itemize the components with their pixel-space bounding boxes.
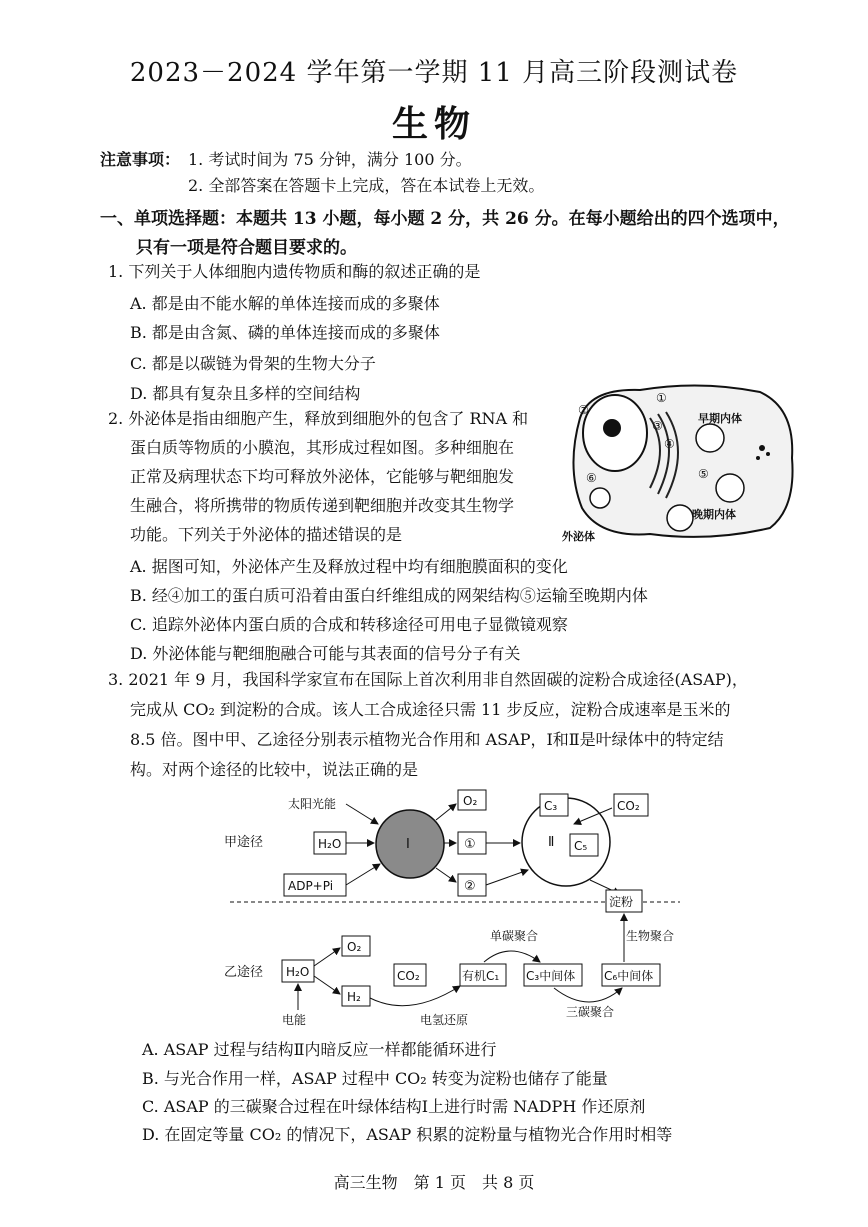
q1-stem: 1. 下列关于人体细胞内遗传物质和酶的叙述正确的是 <box>108 262 481 281</box>
pathway-yi-label: 乙途径 <box>224 965 264 980</box>
structure-ii-label: Ⅱ <box>548 835 555 850</box>
c3-label: C₃ <box>544 799 558 813</box>
co2-label-yi: CO₂ <box>397 969 420 983</box>
starch-label: 淀粉 <box>609 895 634 909</box>
late-endosome-label: 晚期内体 <box>692 508 736 521</box>
q2-stem-line3: 正常及病理状态下均可释放外泌体，它能够与靶细胞发 <box>130 467 515 486</box>
q3-stem-line4: 构。对两个途径的比较中，说法正确的是 <box>130 760 419 779</box>
o2-label-jia: O₂ <box>463 794 478 808</box>
q2-option-d: D. 外泌体能与靶细胞融合可能与其表面的信号分子有关 <box>130 644 521 663</box>
asap-pathway-diagram <box>210 780 690 1030</box>
adp-label: ADP+Pi <box>288 879 334 893</box>
section-heading-line1: 一、单项选择题：本题共 13 小题，每小题 2 分，共 26 分。在每小题给出的四个选项中， <box>100 209 790 229</box>
product-2-label: ② <box>464 879 476 894</box>
exosome-cell-figure <box>560 378 800 546</box>
q2-option-a: A. 据图可知，外泌体产生及释放过程中均有细胞膜面积的变化 <box>130 557 568 576</box>
structure-i-label: Ⅰ <box>406 837 410 852</box>
cell-num-5: ⑤ <box>698 467 709 481</box>
product-1-label: ① <box>464 837 476 852</box>
c5-label: C₅ <box>574 839 588 853</box>
q1-option-b: B. 都是由含氮、磷的单体连接而成的多聚体 <box>130 323 440 342</box>
q2-stem-line2: 蛋白质等物质的小膜泡，其形成过程如图。多种细胞在 <box>130 438 515 457</box>
power-label: 电能 <box>282 1013 307 1027</box>
q3-option-d: D. 在固定等量 CO₂ 的情况下，ASAP 积累的淀粉量与植物光合作用时相等 <box>142 1125 673 1144</box>
c6-intermediate-label: C₆中间体 <box>604 969 654 983</box>
o2-label-yi: O₂ <box>347 940 362 954</box>
q3-stem-line3: 8.5 倍。图中甲、乙途径分别表示植物光合作用和 ASAP，Ⅰ和Ⅱ是叶绿体中的特定结 <box>130 730 724 749</box>
section-heading-line2: 只有一项是符合题目要求的。 <box>136 238 357 258</box>
bio-polymer-label: 生物聚合 <box>626 929 675 943</box>
exosome-label: 外泌体 <box>562 530 595 543</box>
cell-num-6: ⑥ <box>586 471 597 485</box>
structure-i <box>376 810 444 878</box>
q1-option-c: C. 都是以碳链为骨架的生物大分子 <box>130 354 376 373</box>
q2-stem-line1: 2. 外泌体是指由细胞产生，释放到细胞外的包含了 RNA 和 <box>108 409 529 428</box>
organic-c1-label: 有机C₁ <box>462 969 500 983</box>
cell-num-1: ① <box>656 391 667 405</box>
cell-num-3: ③ <box>652 419 663 433</box>
q1-option-d: D. 都具有复杂且多样的空间结构 <box>130 384 361 403</box>
q2-stem-line4: 生融合，将所携带的物质传递到靶细胞并改变其生物学 <box>130 496 515 515</box>
page-footer: 高三生物 第 1 页 共 8 页 <box>333 1173 535 1192</box>
exam-title: 2023－2024 学年第一学期 11 月高三阶段测试卷 <box>129 58 739 88</box>
q2-option-c: C. 追踪外泌体内蛋白质的合成和转移途径可用电子显微镜观察 <box>130 615 568 634</box>
pathway-jia-label: 甲途径 <box>224 835 264 850</box>
h2o-label-jia: H₂O <box>318 837 342 851</box>
q3-option-b: B. 与光合作用一样，ASAP 过程中 CO₂ 转变为淀粉也储存了能量 <box>142 1069 608 1088</box>
q3-option-a: A. ASAP 过程与结构Ⅱ内暗反应一样都能循环进行 <box>142 1040 497 1059</box>
c3-intermediate-label: C₃中间体 <box>526 969 576 983</box>
h2-label: H₂ <box>347 990 361 1004</box>
q1-option-a: A. 都是由不能水解的单体连接而成的多聚体 <box>130 294 440 313</box>
q2-option-b: B. 经④加工的蛋白质可沿着由蛋白纤维组成的网架结构⑤运输至晚期内体 <box>130 586 648 605</box>
q3-stem-line2: 完成从 CO₂ 到淀粉的合成。该人工合成途径只需 11 步反应，淀粉合成速率是玉米的 <box>130 700 731 719</box>
h2o-label-yi: H₂O <box>286 965 310 979</box>
co2-label-jia: CO₂ <box>617 799 640 813</box>
q3-stem-line1: 3. 2021 年 9 月，我国科学家宣布在国际上首次利用非自然固碳的淀粉合成途径(ASAP)， <box>108 670 748 689</box>
sunlight-label: 太阳光能 <box>288 797 337 811</box>
subject-title: 生物 <box>391 103 476 145</box>
triple-carbon-label: 三碳聚合 <box>566 1005 615 1019</box>
electro-reduction-label: 电氢还原 <box>420 1013 469 1027</box>
cell-num-4: ④ <box>664 437 675 451</box>
cell-num-2: ② <box>578 403 589 417</box>
notice-item-1: 1. 考试时间为 75 分钟，满分 100 分。 <box>188 150 472 169</box>
q2-stem-line5: 功能。下列关于外泌体的描述错误的是 <box>130 525 403 544</box>
single-carbon-label: 单碳聚合 <box>490 929 539 943</box>
early-endosome-label: 早期内体 <box>698 412 742 425</box>
notice-label: 注意事项： <box>100 150 181 169</box>
notice-item-2: 2. 全部答案在答题卡上完成，答在本试卷上无效。 <box>188 176 545 195</box>
q3-option-c: C. ASAP 的三碳聚合过程在叶绿体结构Ⅰ上进行时需 NADPH 作还原剂 <box>142 1097 646 1116</box>
